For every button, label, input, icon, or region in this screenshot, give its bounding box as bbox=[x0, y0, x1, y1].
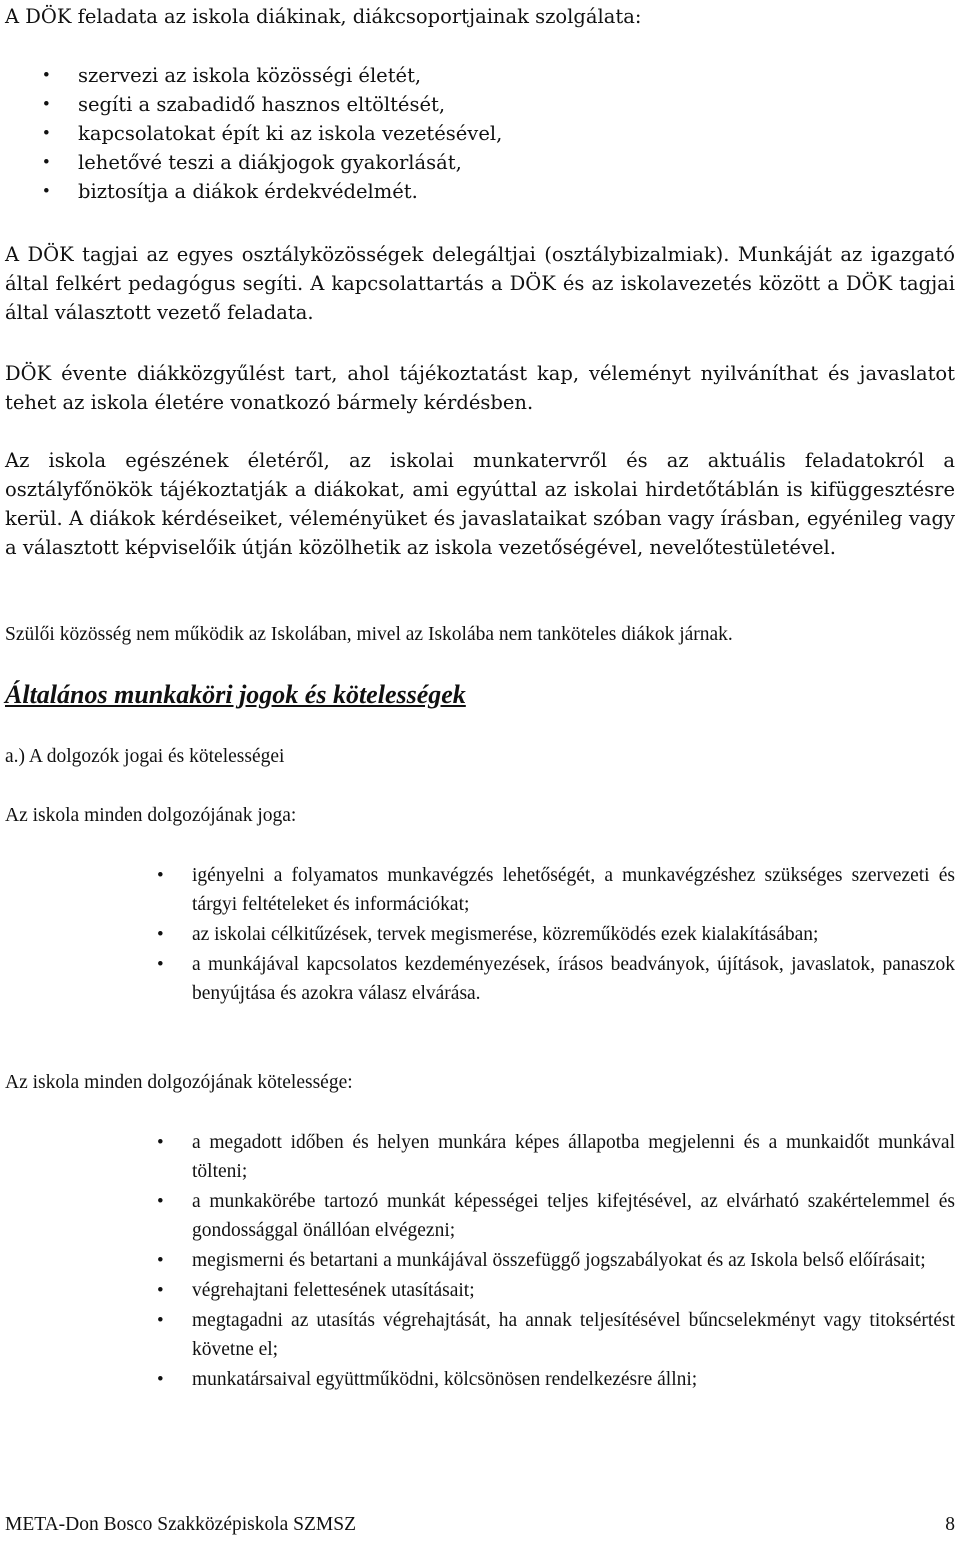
paragraph-dok-assembly: DÖK évente diákközgyűlést tart, ahol tájékoztatást kap, véleményt nyilváníthat és javaslatot tehet az iskola életére vonatkozó bármely kérdésben. bbox=[5, 362, 955, 414]
bullet-icon: • bbox=[43, 65, 50, 86]
intro-heading: A DÖK feladata az iskola diákinak, diákcsoportjainak szolgálata: bbox=[5, 5, 642, 28]
list-item: • igényelni a folyamatos munkavégzés lehetőségét, a munkavégzéshez szükséges szervezeti és tárgyi feltételeket és információkat; bbox=[5, 861, 955, 919]
bullet-icon: • bbox=[157, 1310, 164, 1331]
paragraph-parents: Szülői közösség nem működik az Iskolában, mivel az Iskolába nem tanköteles diákok járnak. bbox=[5, 624, 733, 645]
page-footer bbox=[5, 1512, 955, 1538]
bullet-icon: • bbox=[157, 1191, 164, 1212]
list-item: • megismerni és betartani a munkájával összefüggő jogszabályokat és az Iskola belső előírásait; bbox=[5, 1246, 955, 1275]
bullet-icon: • bbox=[157, 1369, 164, 1390]
list-item: • végrehajtani felettesének utasításait; bbox=[5, 1276, 955, 1305]
list-item: • lehetővé teszi a diákjogok gyakorlását, bbox=[5, 149, 955, 178]
bullet-icon: • bbox=[157, 1280, 164, 1301]
list-item: • a munkájával kapcsolatos kezdeményezések, írásos beadványok, újítások, javaslatok, panaszok benyújtása és azokra válasz elvárása. bbox=[5, 950, 955, 1008]
bullet-icon: • bbox=[43, 152, 50, 173]
bullet-icon: • bbox=[157, 954, 164, 975]
list-item: • munkatársaival együttműködni, kölcsönösen rendelkezésre állni; bbox=[5, 1365, 955, 1394]
bullet-icon: • bbox=[43, 94, 50, 115]
list-item: • a megadott időben és helyen munkára képes állapotba megjelenni és a munkaidőt munkával tölteni; bbox=[5, 1128, 955, 1186]
section-title: Általános munkaköri jogok és kötelességek bbox=[5, 680, 466, 709]
duties-heading: Az iskola minden dolgozójának kötelessége: bbox=[5, 1072, 353, 1093]
rights-list bbox=[5, 861, 955, 1008]
footer-page-number: 8 bbox=[945, 1514, 955, 1535]
rights-heading: Az iskola minden dolgozójának joga: bbox=[5, 805, 297, 826]
intro-section bbox=[5, 2, 955, 31]
duties-list bbox=[5, 1128, 955, 1394]
list-item: • kapcsolatokat épít ki az iskola vezetésével, bbox=[5, 120, 955, 149]
list-item: • biztosítja a diákok érdekvédelmét. bbox=[5, 178, 955, 207]
paragraph-dok-members: A DÖK tagjai az egyes osztályközösségek delegáltjai (osztálybizalmiak). Munkáját az igazgató által felkért pedagógus segíti. A kapcsolattartás a DÖK és az iskolavezetés között a DÖK tagjai által választott vezető feladata. bbox=[5, 243, 955, 324]
footer-school-name: META-Don Bosco Szakközépiskola SZMSZ bbox=[5, 1514, 357, 1535]
list-item: • szervezi az iskola közösségi életét, bbox=[5, 62, 955, 91]
list-item: • segíti a szabadidő hasznos eltöltését, bbox=[5, 91, 955, 120]
list-item: • az iskolai célkitűzések, tervek megismerése, közreműködés ezek kialakításában; bbox=[5, 920, 955, 949]
bullet-icon: • bbox=[157, 1132, 164, 1153]
bullet-icon: • bbox=[157, 865, 164, 886]
bullet-icon: • bbox=[157, 924, 164, 945]
bullet-icon: • bbox=[157, 1250, 164, 1271]
section-subtitle: a.) A dolgozók jogai és kötelességei bbox=[5, 746, 285, 767]
list-item: • megtagadni az utasítás végrehajtását, ha annak teljesítésével bűncselekményt vagy titoksértést követne el; bbox=[5, 1306, 955, 1364]
list-item: • a munkakörébe tartozó munkát képességei teljes kifejtésével, az elvárható szakértelemmel és gondossággal önállóan elvégezni; bbox=[5, 1187, 955, 1245]
intro-list bbox=[5, 62, 955, 207]
bullet-icon: • bbox=[43, 181, 50, 202]
bullet-icon: • bbox=[43, 123, 50, 144]
paragraph-school-info: Az iskola egészének életéről, az iskolai munkatervről és az aktuális feladatokról a osztályfőnökök tájékoztatják a diákokat, ami egyúttal az iskolai hirdetőtáblán is kifüggesztésre kerül. A diákok kérdéseiket, véleményüket és javaslataikat szóban vagy írásban, egyénileg vagy a választott képviselőik útján közölhetik az iskola vezetőségével, nevelőtestületével. bbox=[5, 449, 955, 559]
